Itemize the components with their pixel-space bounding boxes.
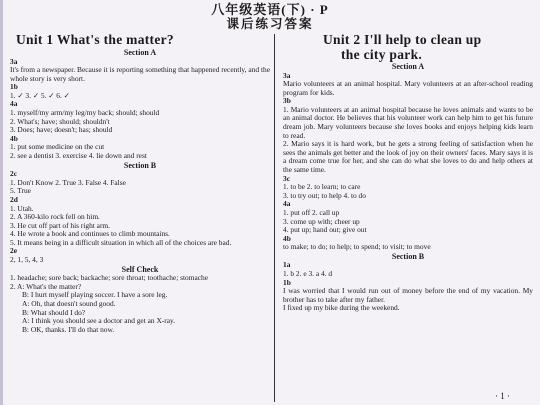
answer-line: I fixed up my bike during the weekend. (283, 303, 400, 313)
section-heading: Self Check (121, 264, 159, 274)
answer-line: to make; to do; to help; to spend; to visit; to move (283, 242, 431, 252)
unit-2-answers (283, 72, 533, 314)
answer-line: 2. A 360-kilo rock fell on him. (10, 212, 100, 222)
answer-line: 1. headache; sore back; backache; sore throat; toothache; stomache (10, 273, 209, 283)
answer-line: Mario volunteers at an animal hospital. Mary volunteers at an after-school reading program for kids. (283, 79, 533, 97)
answer-line: 3. He cut off part of his right arm. (10, 220, 111, 230)
page-left-border (0, 0, 3, 405)
exercise-label: 2e (10, 246, 17, 256)
exercise-label: 4b (10, 133, 18, 143)
exercise-label: 3b (283, 96, 291, 106)
column-divider (274, 34, 275, 402)
answer-line: 3. to try out; to help 4. to do (283, 190, 366, 200)
answer-line: 5. True (10, 186, 31, 196)
answer-line: I was worried that I would run out of money before the end of my vacation. My brother has to take after my father. (283, 286, 533, 304)
answer-line: 3. come up with; cheer up (283, 216, 360, 226)
answer-line: A: Oh, that doesn't sound good. (22, 298, 116, 308)
answer-line: B: I hurt myself playing soccer. I have a sore leg. (22, 290, 168, 300)
answer-line: 2. see a dentist 3. exercise 4. lie down and rest (10, 151, 147, 161)
answer-line: 1. Mario volunteers at an animal hospital because he loves animals and wants to be an animal doctor. He believes that his volunteer work can help him to get his future dream job. Mary volunteers because she loves books and enjoys helping kids learn to read. (283, 104, 533, 140)
answer-line: 1. Utah. (10, 203, 34, 213)
unit-2-section-a-heading: Section A (391, 62, 425, 71)
exercise-label: 1a (283, 260, 291, 270)
answer-line: 4. put up; hand out; give out (283, 225, 367, 235)
exercise-label: 3c (283, 173, 290, 183)
answer-line: 1. put off 2. call up (283, 208, 340, 217)
answer-line: 2. What's; have; should; shouldn't (10, 116, 110, 126)
unit-1-section-a-heading: Section A (123, 48, 157, 57)
exercise-label: 2d (10, 194, 18, 204)
unit-2-heading-line-1: Unit 2 I'll help to clean up (323, 32, 482, 47)
exercise-label: 4a (283, 199, 291, 209)
right-column (283, 32, 533, 313)
answer-line: 3. Does; have; doesn't; has; should (10, 125, 113, 135)
page-number: · 1 · (495, 391, 510, 401)
unit-1-answers (10, 58, 270, 335)
exercise-label: 1b (283, 277, 291, 287)
answer-line: 2. A: What's the matter? (10, 281, 82, 291)
answer-line: A: I think you should see a doctor and get an X-ray. (22, 316, 176, 326)
answer-line: 1. b 2. e 3. a 4. d (283, 269, 333, 279)
exercise-label: 2c (10, 169, 17, 179)
left-column (10, 32, 270, 334)
section-heading: Section B (391, 251, 425, 261)
exercise-label: 3a (283, 70, 291, 80)
exercise-label: 4b (283, 233, 291, 243)
answer-line: 1. ✓ 3. ✓ 5. ✓ 6. ✓ (10, 90, 70, 100)
exercise-label: 3a (10, 56, 18, 66)
answer-line: 1. myself/my arm/my leg/my back; should; should (10, 108, 160, 118)
exercise-label: 1b (10, 82, 18, 92)
answer-line: 2. Mario says it is hard work, but he gets a strong feeling of satisfaction when he sees the animals get better and the look of joy on their owners' faces. Mary says it is a dream come true for her, and she can do what she loves to do and help others at the same time. (283, 139, 533, 175)
answer-line: 4. He wrote a book and continues to climb mountains. (10, 229, 170, 239)
answer-line: 1. Don't Know 2. True 3. False 4. False (10, 177, 126, 187)
unit-1-heading: Unit 1 What's the matter? (16, 32, 174, 47)
answer-line: B: What should I do? (22, 307, 86, 317)
section-heading: Section B (123, 160, 157, 170)
answer-line: B: OK, thanks. I'll do that now. (22, 324, 115, 334)
exercise-label: 4a (10, 99, 18, 109)
page-subtitle: 课后练习答案 (226, 17, 314, 31)
answer-line: 1. to be 2. to learn; to care (283, 182, 361, 192)
answer-line: 2, 1, 5, 4, 3 (10, 255, 44, 265)
answer-line: It's from a newspaper. Because it is reporting something that happened recently, and the whole story is very short. (10, 65, 270, 83)
answer-line: 5. It means being in a difficult situation in which all of the choices are bad. (10, 237, 232, 247)
answer-line: 1. put some medicine on the cut (10, 142, 105, 152)
unit-2-heading-line-2: the city park. (341, 47, 423, 62)
page-title: 八年级英语(下) · P (211, 2, 329, 17)
